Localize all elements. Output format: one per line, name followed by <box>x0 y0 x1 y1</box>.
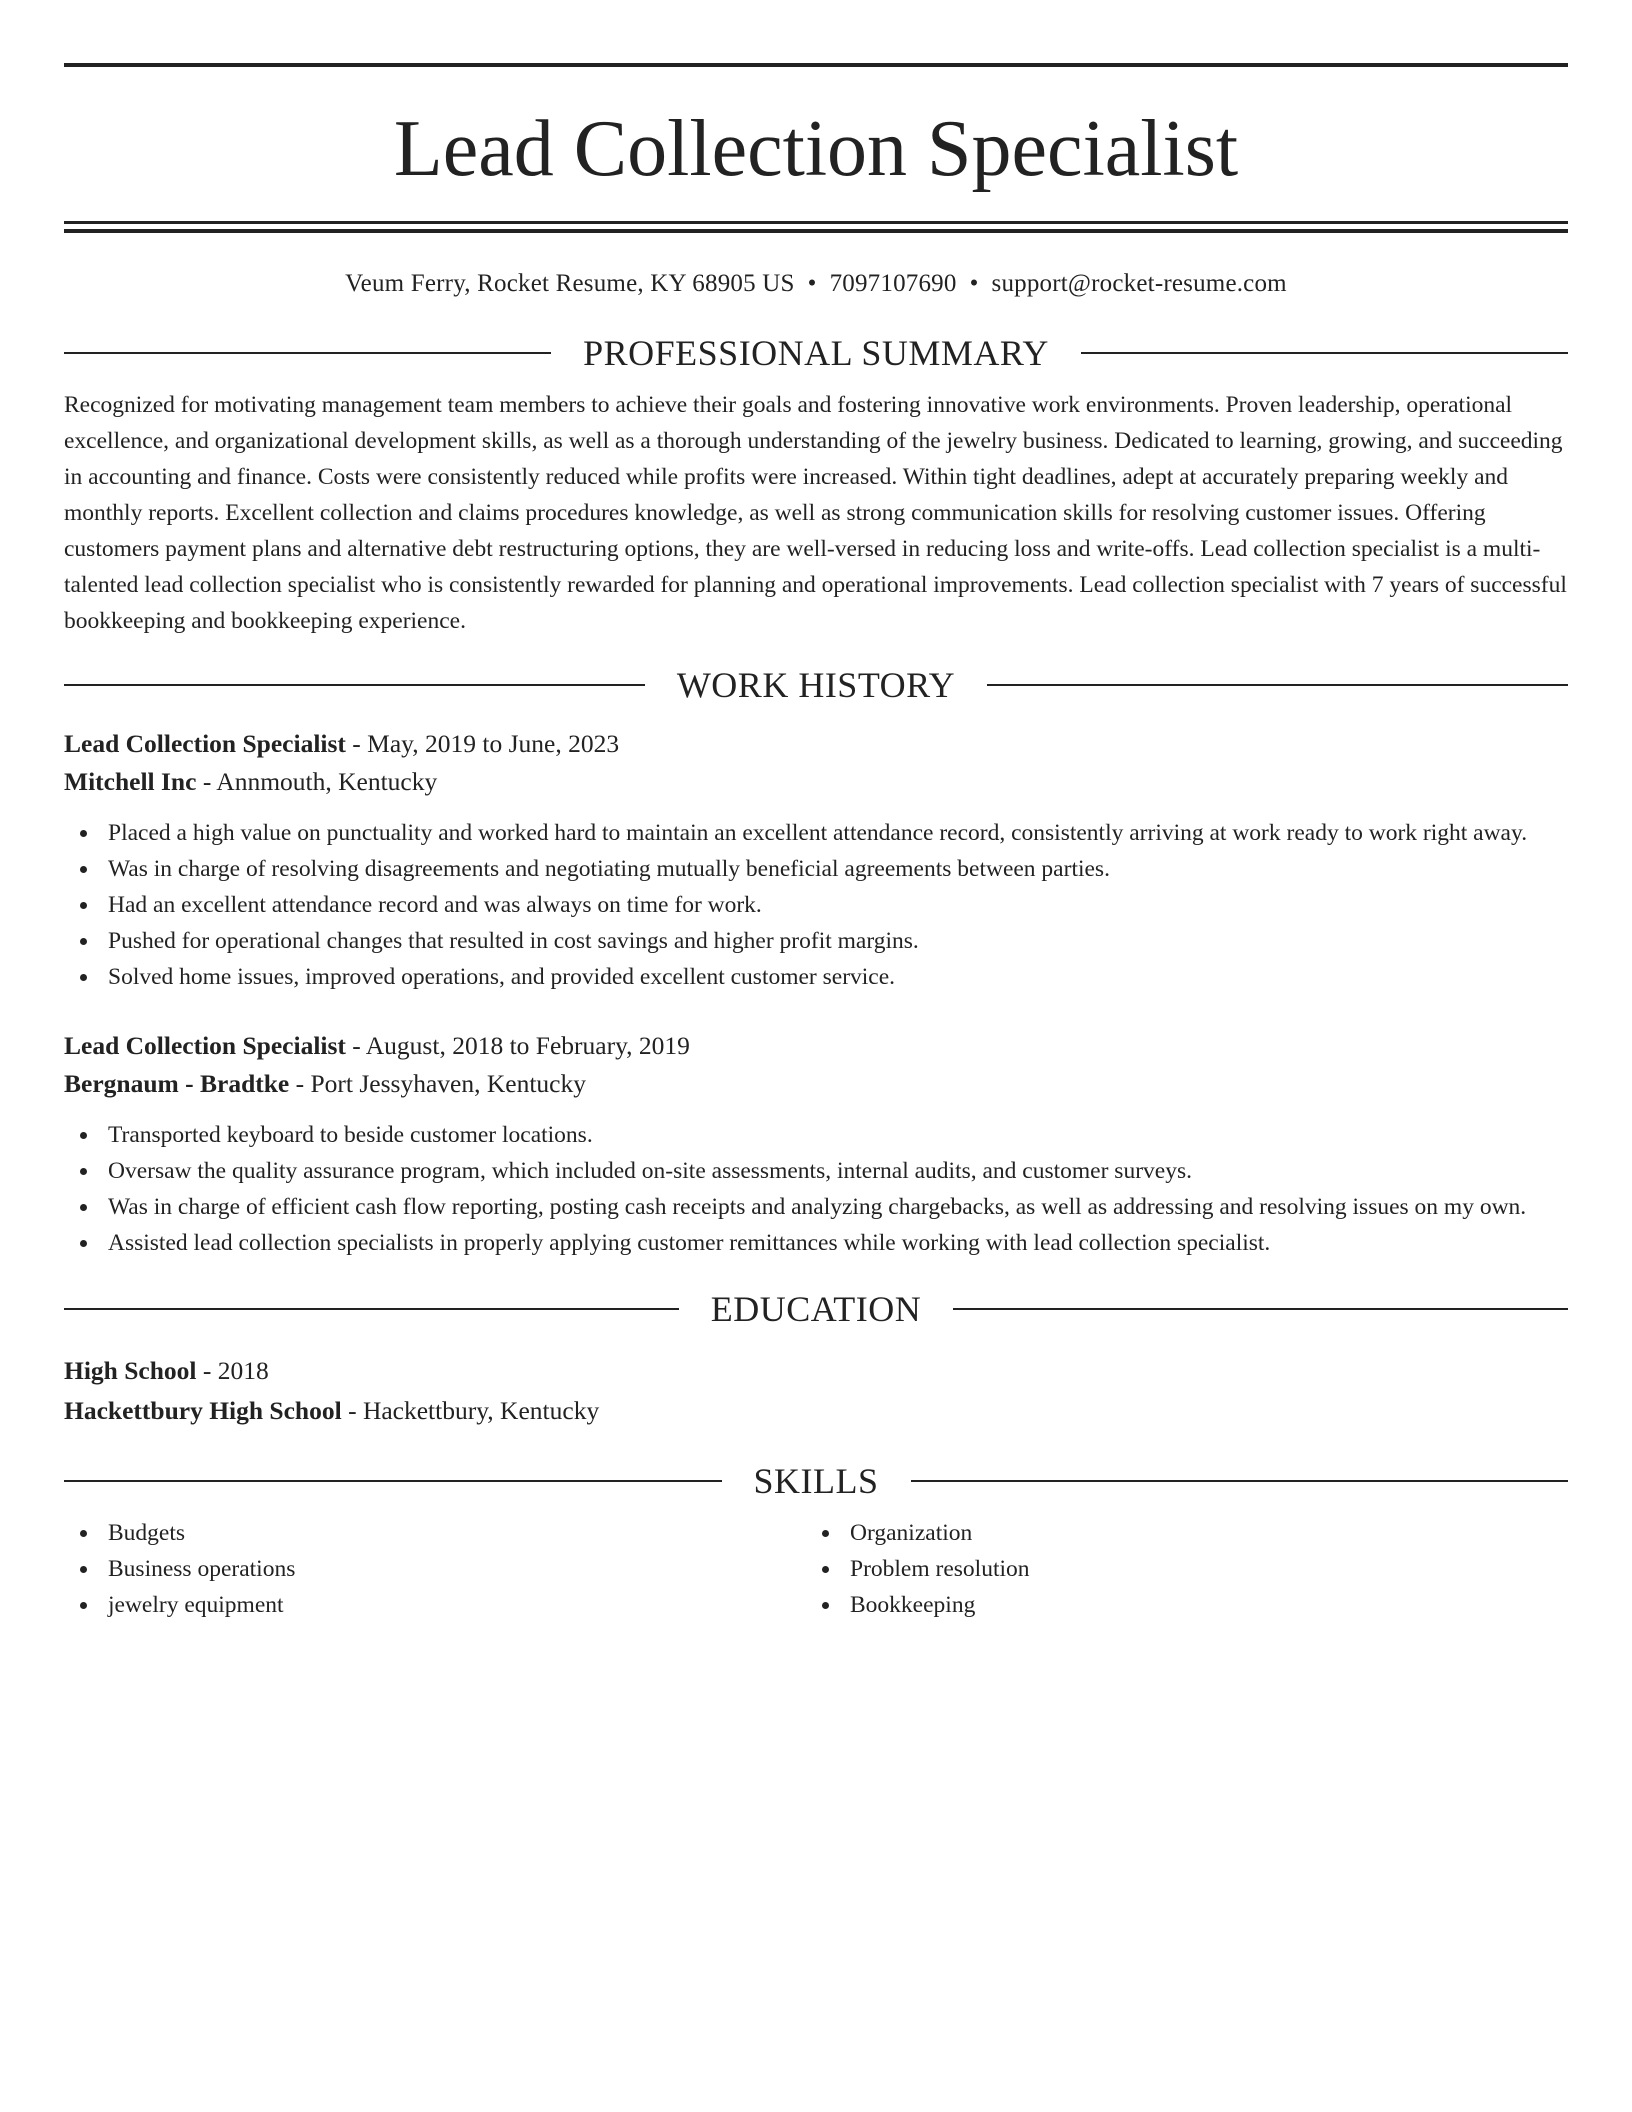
list-item: Placed a high value on punctuality and worked hard to maintain an excellent attendance record, consistently arriving at work ready to work right away. <box>64 815 1568 851</box>
job-title-line <box>64 1027 1568 1065</box>
section-rule <box>64 352 551 354</box>
skills-grid <box>64 1515 1568 1623</box>
skill-item: Budgets <box>64 1515 806 1551</box>
job-company: Mitchell Inc <box>64 766 197 796</box>
section-header-skills <box>64 1459 1568 1503</box>
job-title-line <box>64 725 1568 763</box>
job-entry <box>64 725 1568 801</box>
job-company-line <box>64 763 1568 801</box>
resume-name: Lead Collection Specialist <box>393 105 1239 193</box>
job-location: Annmouth, Kentucky <box>216 766 438 796</box>
list-item: Oversaw the quality assurance program, which included on-site assessments, internal audits, and customer surveys. <box>64 1153 1568 1189</box>
job-location: Port Jessyhaven, Kentucky <box>310 1068 586 1098</box>
section-title-education: EDUCATION <box>710 1288 922 1329</box>
section-header-education <box>64 1287 1568 1331</box>
contact-address: Veum Ferry, Rocket Resume, KY 68905 US <box>345 270 795 297</box>
list-item: Solved home issues, improved operations, and provided excellent customer service. <box>64 959 1568 995</box>
dash: - <box>289 1068 311 1098</box>
skill-item: Bookkeeping <box>806 1587 1548 1623</box>
skill-item: Organization <box>806 1515 1548 1551</box>
job-company-line <box>64 1065 1568 1103</box>
skill-item: Business operations <box>64 1551 806 1587</box>
list-item: Pushed for operational changes that resulted in cost savings and higher profit margins. <box>64 923 1568 959</box>
skills-column-right <box>806 1515 1548 1623</box>
section-rule <box>64 1308 679 1310</box>
list-item: Assisted lead collection specialists in properly applying customer remittances while working with lead collection specialist. <box>64 1225 1568 1261</box>
header-double-rule <box>64 221 1568 233</box>
education-school-line <box>64 1391 1568 1431</box>
header-top-rule <box>64 63 1568 67</box>
contact-separator: • <box>969 270 979 297</box>
section-rule <box>987 684 1568 686</box>
contact-email: support@rocket-resume.com <box>991 270 1287 297</box>
section-rule <box>64 1480 722 1482</box>
dash: - <box>345 728 368 758</box>
section-title-skills: SKILLS <box>753 1460 879 1501</box>
list-item: Transported keyboard to beside customer locations. <box>64 1117 1568 1153</box>
education-year: 2018 <box>217 1355 269 1385</box>
job-dates: August, 2018 to February, 2019 <box>365 1030 690 1060</box>
job-bullets <box>64 815 1568 995</box>
education-school: Hackettbury High School <box>64 1395 342 1425</box>
dash: - <box>341 1395 363 1425</box>
section-rule <box>953 1308 1568 1310</box>
skill-item: Problem resolution <box>806 1551 1548 1587</box>
job-company: Bergnaum - Bradtke <box>64 1068 290 1098</box>
section-header-work-history <box>64 663 1568 707</box>
section-rule <box>1081 352 1568 354</box>
list-item: Was in charge of efficient cash flow reporting, posting cash receipts and analyzing chargebacks, as well as addressing and resolving issues on my own. <box>64 1189 1568 1225</box>
summary-text: Recognized for motivating management team members to achieve their goals and fostering innovative work environments. Proven leadership, operational excellence, and organizational development skills, as well as a thorough understanding of the jewelry business. Dedicated to learning, growing, and succeeding in accounting and finance. Costs were consistently reduced while profits were increased. Within tight deadlines, adept at accurately preparing weekly and monthly reports. Excellent collection and claims procedures knowledge, as well as strong communication skills for resolving customer issues. Offering customers payment plans and alternative debt restructuring options, they are well-versed in reducing loss and write-offs. Lead collection specialist is a multi-talented lead collection specialist who is consistently rewarded for planning and operational improvements. Lead collection specialist with 7 years of successful bookkeeping and bookkeeping experience. <box>64 392 1567 634</box>
skill-item: jewelry equipment <box>64 1587 806 1623</box>
education-degree: High School <box>64 1355 197 1385</box>
list-item: Had an excellent attendance record and was always on time for work. <box>64 887 1568 923</box>
section-header-summary <box>64 331 1568 375</box>
section-title-work-history: WORK HISTORY <box>676 664 956 705</box>
dash: - <box>196 1355 218 1385</box>
contact-line <box>64 269 1568 299</box>
section-title-summary: PROFESSIONAL SUMMARY <box>583 333 1049 373</box>
education-entry <box>64 1351 1568 1431</box>
job-title: Lead Collection Specialist <box>64 1030 346 1060</box>
dash: - <box>345 1030 366 1060</box>
dash: - <box>196 766 217 796</box>
education-location: Hackettbury, Kentucky <box>362 1395 600 1425</box>
section-rule <box>64 684 645 686</box>
list-item: Was in charge of resolving disagreements and negotiating mutually beneficial agreements between parties. <box>64 851 1568 887</box>
job-bullets <box>64 1117 1568 1261</box>
job-entry <box>64 1027 1568 1103</box>
section-rule <box>911 1480 1569 1482</box>
contact-separator: • <box>807 270 817 297</box>
contact-phone: 7097107690 <box>829 270 957 297</box>
job-title: Lead Collection Specialist <box>64 728 346 758</box>
skills-column-left <box>64 1515 806 1623</box>
education-degree-line <box>64 1351 1568 1391</box>
job-dates: May, 2019 to June, 2023 <box>367 728 620 758</box>
